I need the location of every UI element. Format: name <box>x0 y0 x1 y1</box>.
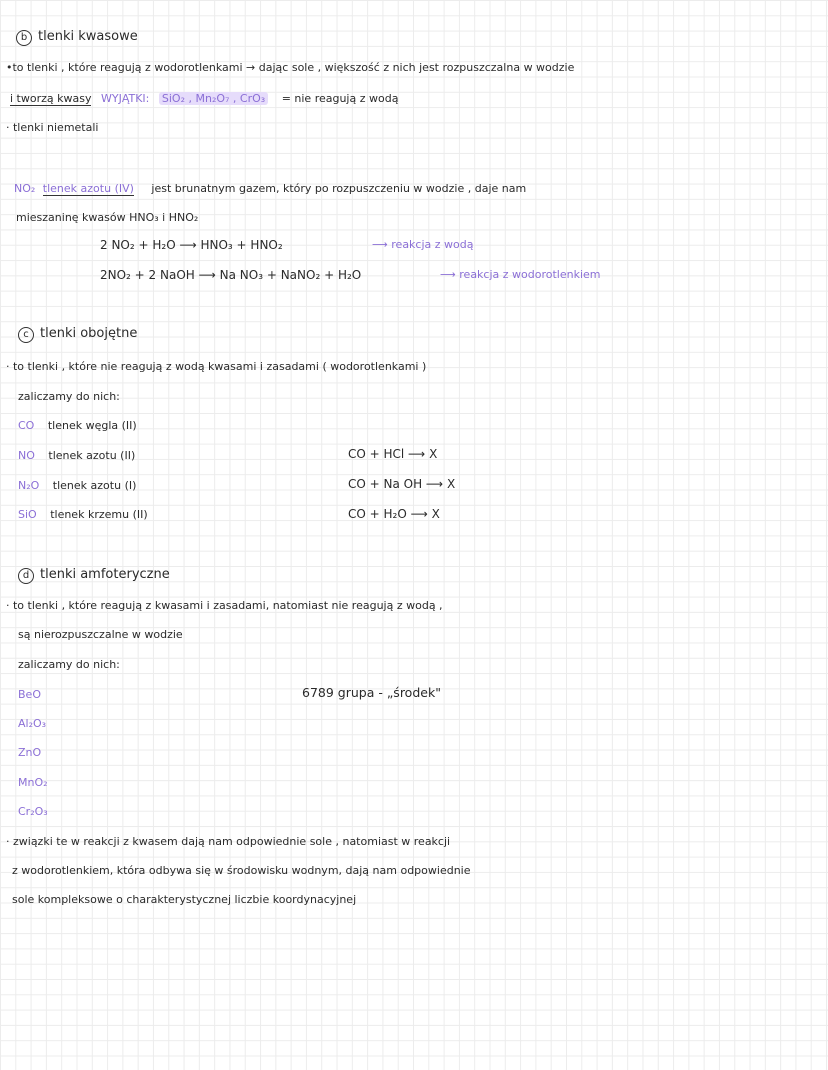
section-c-line2: zaliczamy do nich: <box>18 390 120 403</box>
section-d-heading <box>18 568 170 584</box>
amphoteric-oxide: BeO <box>18 688 41 701</box>
section-d-title: tlenki amfoteryczne <box>40 567 170 582</box>
neutral-oxide-item <box>18 479 136 493</box>
reaction-no2-water: 2 NO₂ + H₂O ⟶ HNO₃ + HNO₂ <box>100 238 283 252</box>
exceptions-label: WYJĄTKI: <box>100 92 150 105</box>
section-c-marker: c <box>18 327 34 343</box>
oxide-name: tlenek azotu (II) <box>48 449 136 462</box>
section-b-line1: •to tlenki , które reagują z wodorotlenkami → dając sole , większość z nich jest rozpuszczalna w wodzie <box>6 61 575 74</box>
amphoteric-oxide: Al₂O₃ <box>18 717 47 730</box>
neutral-oxide-item <box>18 449 135 463</box>
no2-intro <box>14 182 526 196</box>
section-d-line2: są nierozpuszczalne w wodzie <box>18 628 183 641</box>
section-d-para2: z wodorotlenkiem, która odbywa się w środowisku wodnym, dają nam odpowiednie <box>12 864 471 877</box>
acid-formation-text: i tworzą kwasy <box>10 92 92 105</box>
group-note: 6789 grupa - „środek" <box>302 685 441 700</box>
section-b-marker: b <box>16 30 32 46</box>
section-d-line3: zaliczamy do nich: <box>18 658 120 671</box>
oxide-name: tlenek krzemu (II) <box>50 508 148 521</box>
exceptions-result: = nie reagują z wodą <box>281 92 399 105</box>
amphoteric-oxide: MnO₂ <box>18 776 48 789</box>
section-c-heading <box>18 327 137 343</box>
reaction-no2-naoh: 2NO₂ + 2 NaOH ⟶ Na NO₃ + NaNO₂ + H₂O <box>100 268 362 282</box>
oxide-name: tlenek węgla (II) <box>47 419 137 432</box>
section-b-heading <box>16 30 138 46</box>
section-b-title: tlenki kwasowe <box>38 29 138 44</box>
section-b-line3: · tlenki niemetali <box>6 121 99 134</box>
section-d-para1: · związki te w reakcji z kwasem dają nam odpowiednie sole , natomiast w reakcji <box>6 835 451 848</box>
neutral-oxide-item <box>18 508 148 522</box>
oxide-formula: NO <box>18 449 35 462</box>
oxide-name: tlenek azotu (I) <box>52 479 137 492</box>
oxide-formula: SiO <box>18 508 37 521</box>
no2-formula: NO₂ <box>14 182 36 195</box>
oxide-formula: N₂O <box>18 479 40 492</box>
section-d-para3: sole kompleksowe o charakterystycznej liczbie koordynacyjnej <box>12 893 357 906</box>
amphoteric-oxide: Cr₂O₃ <box>18 805 48 818</box>
reaction-no2-naoh-note: ⟶ reakcja z wodorotlenkiem <box>440 268 601 281</box>
section-d-line1: · to tlenki , które reagują z kwasami i zasadami, natomiast nie reagują z wodą , <box>6 599 443 612</box>
co-reaction: CO + HCl ⟶ X <box>348 447 438 461</box>
section-c-line1: · to tlenki , które nie reagują z wodą kwasami i zasadami ( wodorotlenkami ) <box>6 360 427 373</box>
no2-line2: mieszaninę kwasów HNO₃ i HNO₂ <box>16 211 199 224</box>
section-b-line2 <box>10 92 398 106</box>
oxide-formula: CO <box>18 419 35 432</box>
co-reaction: CO + H₂O ⟶ X <box>348 507 440 521</box>
amphoteric-oxide: ZnO <box>18 746 42 759</box>
section-c-title: tlenki obojętne <box>40 326 138 341</box>
no2-description: jest brunatnym gazem, który po rozpuszczeniu w wodzie , daje nam <box>151 182 527 195</box>
co-reaction: CO + Na OH ⟶ X <box>348 477 456 491</box>
exceptions-list: SiO₂ , Mn₂O₇ , CrO₃ <box>159 92 268 105</box>
section-d-marker: d <box>18 568 34 584</box>
reaction-no2-water-note: ⟶ reakcja z wodą <box>372 238 474 251</box>
neutral-oxide-item <box>18 419 137 433</box>
no2-name: tlenek azotu (IV) <box>42 182 134 195</box>
